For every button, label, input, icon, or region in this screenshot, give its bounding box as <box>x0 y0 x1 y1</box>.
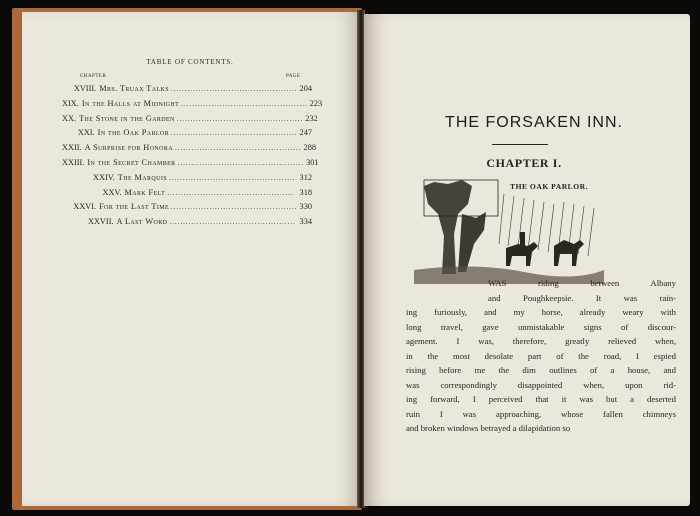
body-line: rising before me the dim outlines of a house, and <box>406 365 676 375</box>
toc-entry-page: 223 <box>309 98 323 108</box>
toc-entry <box>62 173 312 188</box>
toc-entry-number: XXIV. <box>93 172 115 182</box>
toc-chapter-header: CHAPTER <box>80 74 107 79</box>
left-page-toc <box>22 12 358 506</box>
toc-entry-number: XXII. <box>62 143 82 153</box>
chapter-body-text <box>406 276 676 436</box>
chapter-title: THE OAK PARLOR. <box>510 182 589 191</box>
toc-entry-title: In the Secret Chamber <box>87 157 176 167</box>
toc-entry-number: XIX. <box>62 98 79 108</box>
toc-entry-page: 330 <box>299 202 312 212</box>
toc-entry-page: 312 <box>299 172 312 182</box>
toc-entry <box>62 217 312 232</box>
toc-entry-number: XXI. <box>77 128 95 138</box>
tree-icon <box>424 180 486 274</box>
body-line: and broken windows betrayed a dilapidation so <box>406 423 571 433</box>
toc-entry-title: A Surprise for Honora <box>84 143 174 153</box>
toc-entry <box>62 157 319 173</box>
toc-leader: .............................................. <box>171 203 298 212</box>
toc-entry-title: In the Halls at Midnight <box>81 98 180 108</box>
toc-list <box>62 84 323 232</box>
body-line: ing furiously, and my horse, already weary with <box>406 307 676 317</box>
toc-leader: .............................................. <box>169 173 296 182</box>
toc-entry <box>62 128 312 143</box>
toc-leader: .............................................. <box>175 144 302 153</box>
toc-entry-title: The Stone in the Garden <box>79 113 175 123</box>
body-line: in the most desolate part of the road, I espied <box>406 350 676 361</box>
toc-entry-number: XXVII. <box>87 217 114 227</box>
toc-leader: .............................................. <box>167 188 294 197</box>
body-line: long travel, gave unmistakable signs of discour- <box>406 321 676 332</box>
toc-leader: .............................................. <box>181 99 308 108</box>
toc-entry-page: 334 <box>299 217 312 227</box>
toc-leader: .............................................. <box>177 158 305 167</box>
toc-entry-page: 204 <box>299 84 312 93</box>
body-line: was correspondingly disappointed when, upon rid- <box>406 379 676 390</box>
toc-entry-number: XXV. <box>102 187 122 197</box>
toc-entry <box>62 113 318 129</box>
body-line: WAS riding between Albany <box>488 278 676 288</box>
toc-entry-title: In the Oak Parlor <box>97 128 170 138</box>
toc-entry-title: Mark Felt <box>124 187 166 197</box>
toc-entry <box>62 188 312 203</box>
book-title: THE FORSAKEN INN. <box>445 114 623 131</box>
toc-entry-page: 232 <box>305 113 318 123</box>
body-line: and Poughkeepsie. It was rain- <box>488 292 676 303</box>
body-line: agement. I was, therefore, greatly relieved when, <box>406 336 676 346</box>
toc-entry-page: 318 <box>299 187 312 197</box>
horse-and-rider-icon <box>506 232 584 266</box>
toc-entry-page: 247 <box>299 128 312 138</box>
toc-entry-number: XVIII. <box>73 84 97 93</box>
toc-entry <box>62 202 312 217</box>
body-line: ruin I was approaching, whose fallen chimneys <box>406 408 676 419</box>
title-rule <box>492 144 548 145</box>
toc-entry-number: XXVI. <box>73 202 97 212</box>
toc-entry-number: XXIII. <box>62 157 85 167</box>
right-page-chapter <box>364 14 690 506</box>
chapter-heading: CHAPTER I. <box>486 156 562 170</box>
body-line: ing forward, I perceived that it was but a deserted <box>406 394 676 404</box>
toc-title: TABLE OF CONTENTS. <box>146 58 234 66</box>
toc-leader: .............................................. <box>169 218 296 227</box>
toc-leader: .............................................. <box>171 85 298 93</box>
toc-leader: .............................................. <box>171 129 298 138</box>
toc-entry-title: Mrs. Truax Talks <box>99 84 170 93</box>
toc-entry <box>62 143 316 158</box>
toc-entry <box>62 84 312 99</box>
toc-entry-title: The Marquis <box>117 172 168 182</box>
toc-entry-page: 288 <box>303 143 316 153</box>
toc-entry-title: A Last Word <box>116 217 168 227</box>
toc-leader: .............................................. <box>176 114 304 123</box>
toc-entry-number: XX. <box>62 113 77 123</box>
toc-entry <box>62 98 323 114</box>
toc-page-header: PAGE <box>286 74 301 79</box>
toc-entry-title: For the Last Time <box>99 202 170 212</box>
toc-entry-page: 301 <box>306 157 319 167</box>
